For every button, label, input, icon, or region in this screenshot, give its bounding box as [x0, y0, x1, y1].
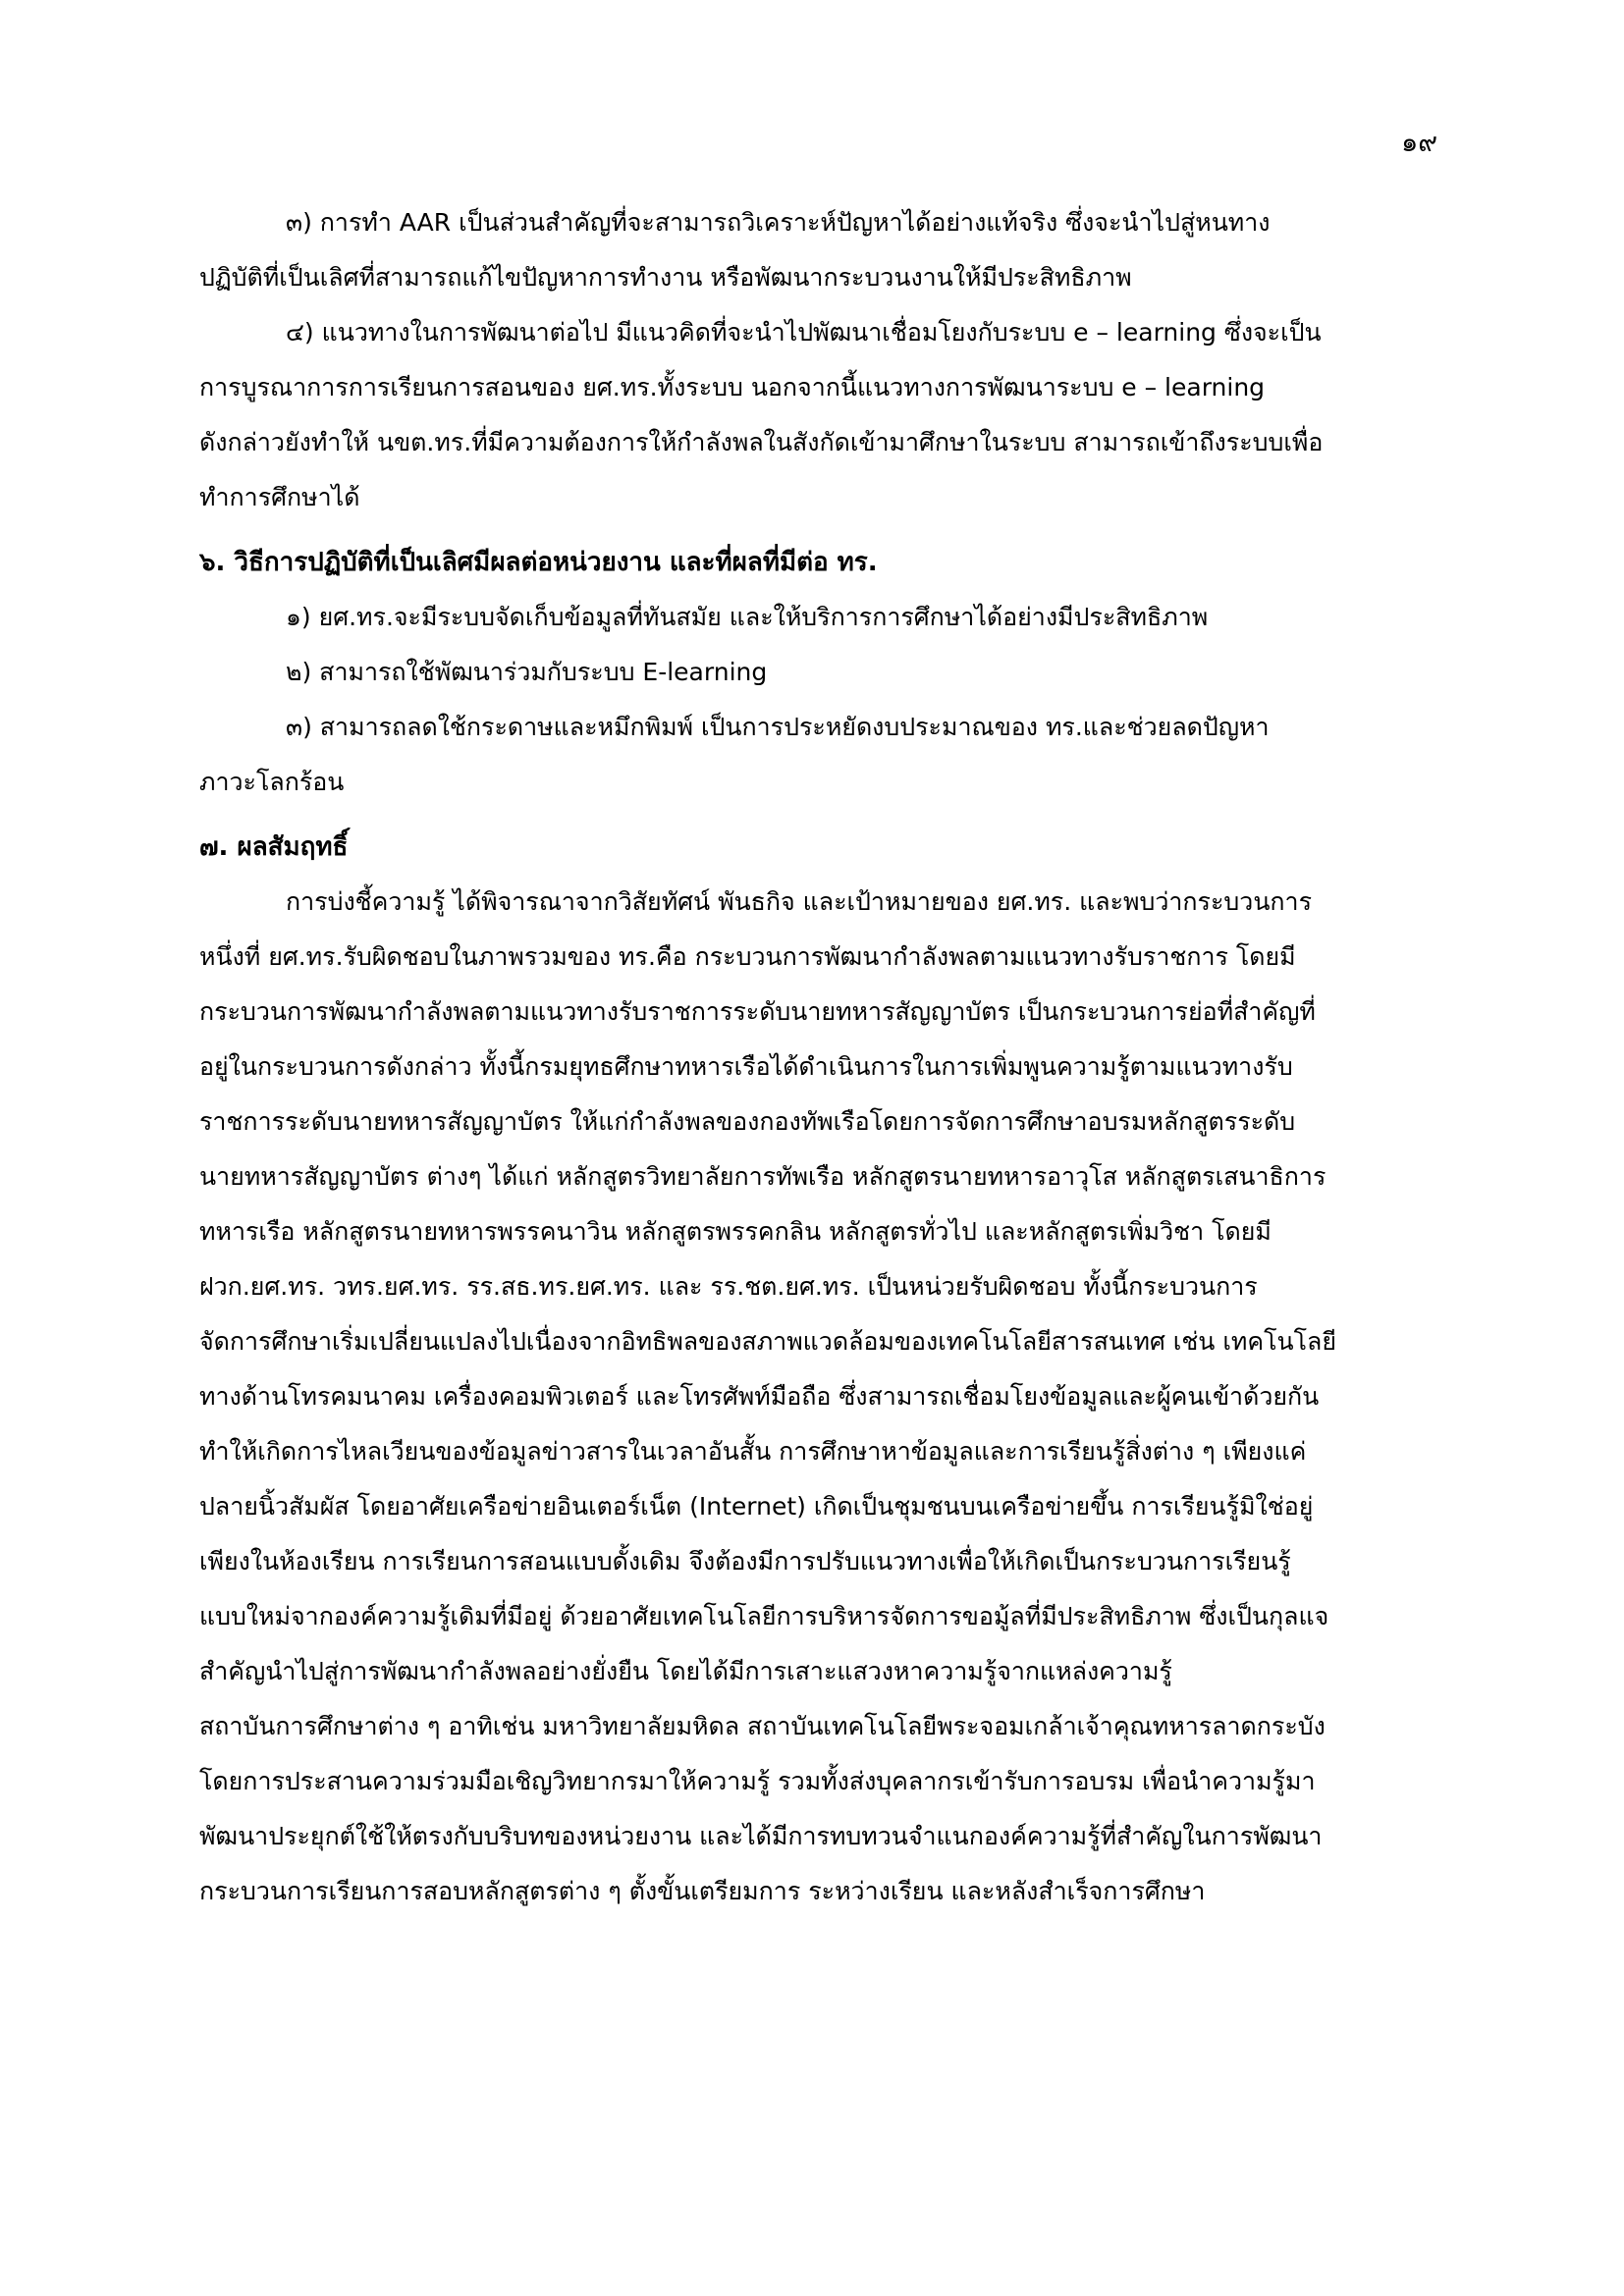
section-6-body — [199, 590, 1431, 810]
text-line: พัฒนาประยุกต์ใช้ให้ตรงกับบริบทของหน่วยงาน และได้มีการทบทวนจำแนกองค์ความรู้ที่สำคัญในการพัฒนา — [199, 1822, 1323, 1850]
text-line: ทหารเรือ หลักสูตรนายทหารพรรคนาวิน หลักสูตรพรรคกลิน หลักสูตรทั่วไป และหลักสูตรเพิ่มวิชา โดยมี — [199, 1217, 1272, 1246]
text-line: ๓) สามารถลดใช้กระดาษและหมึกพิมพ์ เป็นการประหยัดงบประมาณของ ทร.และช่วยลดปัญหา — [286, 713, 1270, 741]
text-line: ๓) การทำ AAR เป็นส่วนสำคัญที่จะสามารถวิเคราะห์ปัญหาได้อย่างแท้จริง ซึ่งจะนำไปสู่หนทาง — [286, 208, 1271, 237]
text-line: ฝวก.ยศ.ทร. วทร.ยศ.ทร. รร.สธ.ทร.ยศ.ทร. และ รร.ชต.ยศ.ทร. เป็นหน่วยรับผิดชอบ ทั้งนี้กระบวนการ — [199, 1272, 1258, 1301]
text-line: สถาบันการศึกษาต่าง ๆ อาทิเช่น มหาวิทยาลัยมหิดล สถาบันเทคโนโลยีพระจอมเกล้าเจ้าคุณทหารลาดกระบัง — [199, 1712, 1326, 1740]
text-line: ราชการระดับนายทหารสัญญาบัตร ให้แก่กำลังพลของกองทัพเรือโดยการจัดการศึกษาอบรมหลักสูตรระดับ — [199, 1107, 1296, 1136]
text-line: อยู่ในกระบวนการดังกล่าว ทั้งนี้กรมยุทธศึกษาทหารเรือได้ดำเนินการในการเพิ่มพูนความรู้ตามแนวทางรับ — [199, 1052, 1293, 1081]
text-line: กระบวนการพัฒนากำลังพลตามแนวทางรับราชการระดับนายทหารสัญญาบัตร เป็นกระบวนการย่อที่สำคัญที่ — [199, 997, 1316, 1026]
text-line: การบ่งชี้ความรู้ ได้พิจารณาจากวิสัยทัศน์ พันธกิจ และเป้าหมายของ ยศ.ทร. และพบว่ากระบวนการ — [286, 887, 1313, 916]
text-line: หนึ่งที่ ยศ.ทร.รับผิดชอบในภาพรวมของ ทร.คือ กระบวนการพัฒนากำลังพลตามแนวทางรับราชการ โดยมี — [199, 942, 1296, 971]
text-line: นายทหารสัญญาบัตร ต่างๆ ได้แก่ หลักสูตรวิทยาลัยการทัพเรือ หลักสูตรนายทหารอาวุโส หลักสูตรเสนาธิการ — [199, 1162, 1326, 1191]
text-line: โดยการประสานความร่วมมือเชิญวิทยากรมาให้ความรู้ รวมทั้งส่งบุคลากรเข้ารับการอบรม เพื่อนำความรู้มา — [199, 1767, 1316, 1795]
intro-paragraphs — [199, 195, 1431, 525]
text-line: แบบใหม่จากองค์ความรู้เดิมที่มีอยู่ ด้วยอาศัยเทคโนโลยีการบริหารจัดการขอมู้ลที่มีประสิทธิภาพ ซึ่งเป็นกุลแจ — [199, 1602, 1329, 1630]
text-line: การบูรณาการการเรียนการสอนของ ยศ.ทร.ทั้งระบบ นอกจากนี้แนวทางการพัฒนาระบบ e – learning — [199, 373, 1266, 401]
text-line: เพียงในห้องเรียน การเรียนการสอนแบบดั้งเดิม จึงต้องมีการปรับแนวทางเพื่อให้เกิดเป็นกระบวนการเรียนรู้ — [199, 1547, 1291, 1575]
text-line: ดังกล่าวยังทำให้ นขต.ทร.ที่มีความต้องการให้กำลังพลในสังกัดเข้ามาศึกษาในระบบ สามารถเข้าถึงระบบเพื่อ — [199, 428, 1324, 456]
text-line: ทำให้เกิดการไหลเวียนของข้อมูลข่าวสารในเวลาอันสั้น การศึกษาหาข้อมูลและการเรียนรู้สิ่งต่าง ๆ เพียงแค่ — [199, 1437, 1307, 1466]
text-line: ๔) แนวทางในการพัฒนาต่อไป มีแนวคิดที่จะนำไปพัฒนาเชื่อมโยงกับระบบ e – learning ซึ่งจะเป็น — [286, 318, 1322, 347]
text-line: สำคัญนำไปสู่การพัฒนากำลังพลอย่างยั่งยืน โดยได้มีการเสาะแสวงหาความรู้จากแหล่งความรู้ — [199, 1657, 1172, 1685]
text-line: จัดการศึกษาเริ่มเปลี่ยนแปลงไปเนื่องจากอิทธิพลของสภาพแวดล้อมของเทคโนโลยีสารสนเทศ เช่น เทคโนโลยี — [199, 1327, 1336, 1356]
text-line: ปฏิบัติที่เป็นเลิศที่สามารถแก้ไขปัญหาการทำงาน หรือพัฒนากระบวนงานให้มีประสิทธิภาพ — [199, 263, 1132, 292]
section-7-heading: ๗. ผลสัมฤทธิ์ — [199, 832, 349, 862]
document-body — [199, 195, 1431, 1919]
section-6-heading: ๖. วิธีการปฏิบัติที่เป็นเลิศมีผลต่อหน่วยงาน และที่ผลที่มีต่อ ทร. — [199, 548, 878, 577]
text-line: ทางด้านโทรคมนาคม เครื่องคอมพิวเตอร์ และโทรศัพท์มือถือ ซึ่งสามารถเชื่อมโยงข้อมูลและผู้คนเข้าด้วยกัน — [199, 1382, 1320, 1411]
text-line: ๑) ยศ.ทร.จะมีระบบจัดเก็บข้อมูลที่ทันสมัย และให้บริการการศึกษาได้อย่างมีประสิทธิภาพ — [286, 603, 1209, 631]
text-line: กระบวนการเรียนการสอบหลักสูตรต่าง ๆ ตั้งขั้นเตรียมการ ระหว่างเรียน และหลังสำเร็จการศึกษา — [199, 1877, 1206, 1905]
text-line: ๒) สามารถใช้พัฒนาร่วมกับระบบ E-learning — [286, 658, 768, 686]
text-line: ปลายนิ้วสัมผัส โดยอาศัยเครือข่ายอินเตอร์เน็ต (Internet) เกิดเป็นชุมชนบนเครือข่ายขึ้น การเรียนรู้มิใช่อยู่ — [199, 1492, 1314, 1521]
text-line: ทำการศึกษาได้ — [199, 483, 360, 511]
text-line: ภาวะโลกร้อน — [199, 768, 345, 796]
section-7-body — [199, 875, 1431, 1919]
page-number: ๑๙ — [1401, 128, 1437, 158]
